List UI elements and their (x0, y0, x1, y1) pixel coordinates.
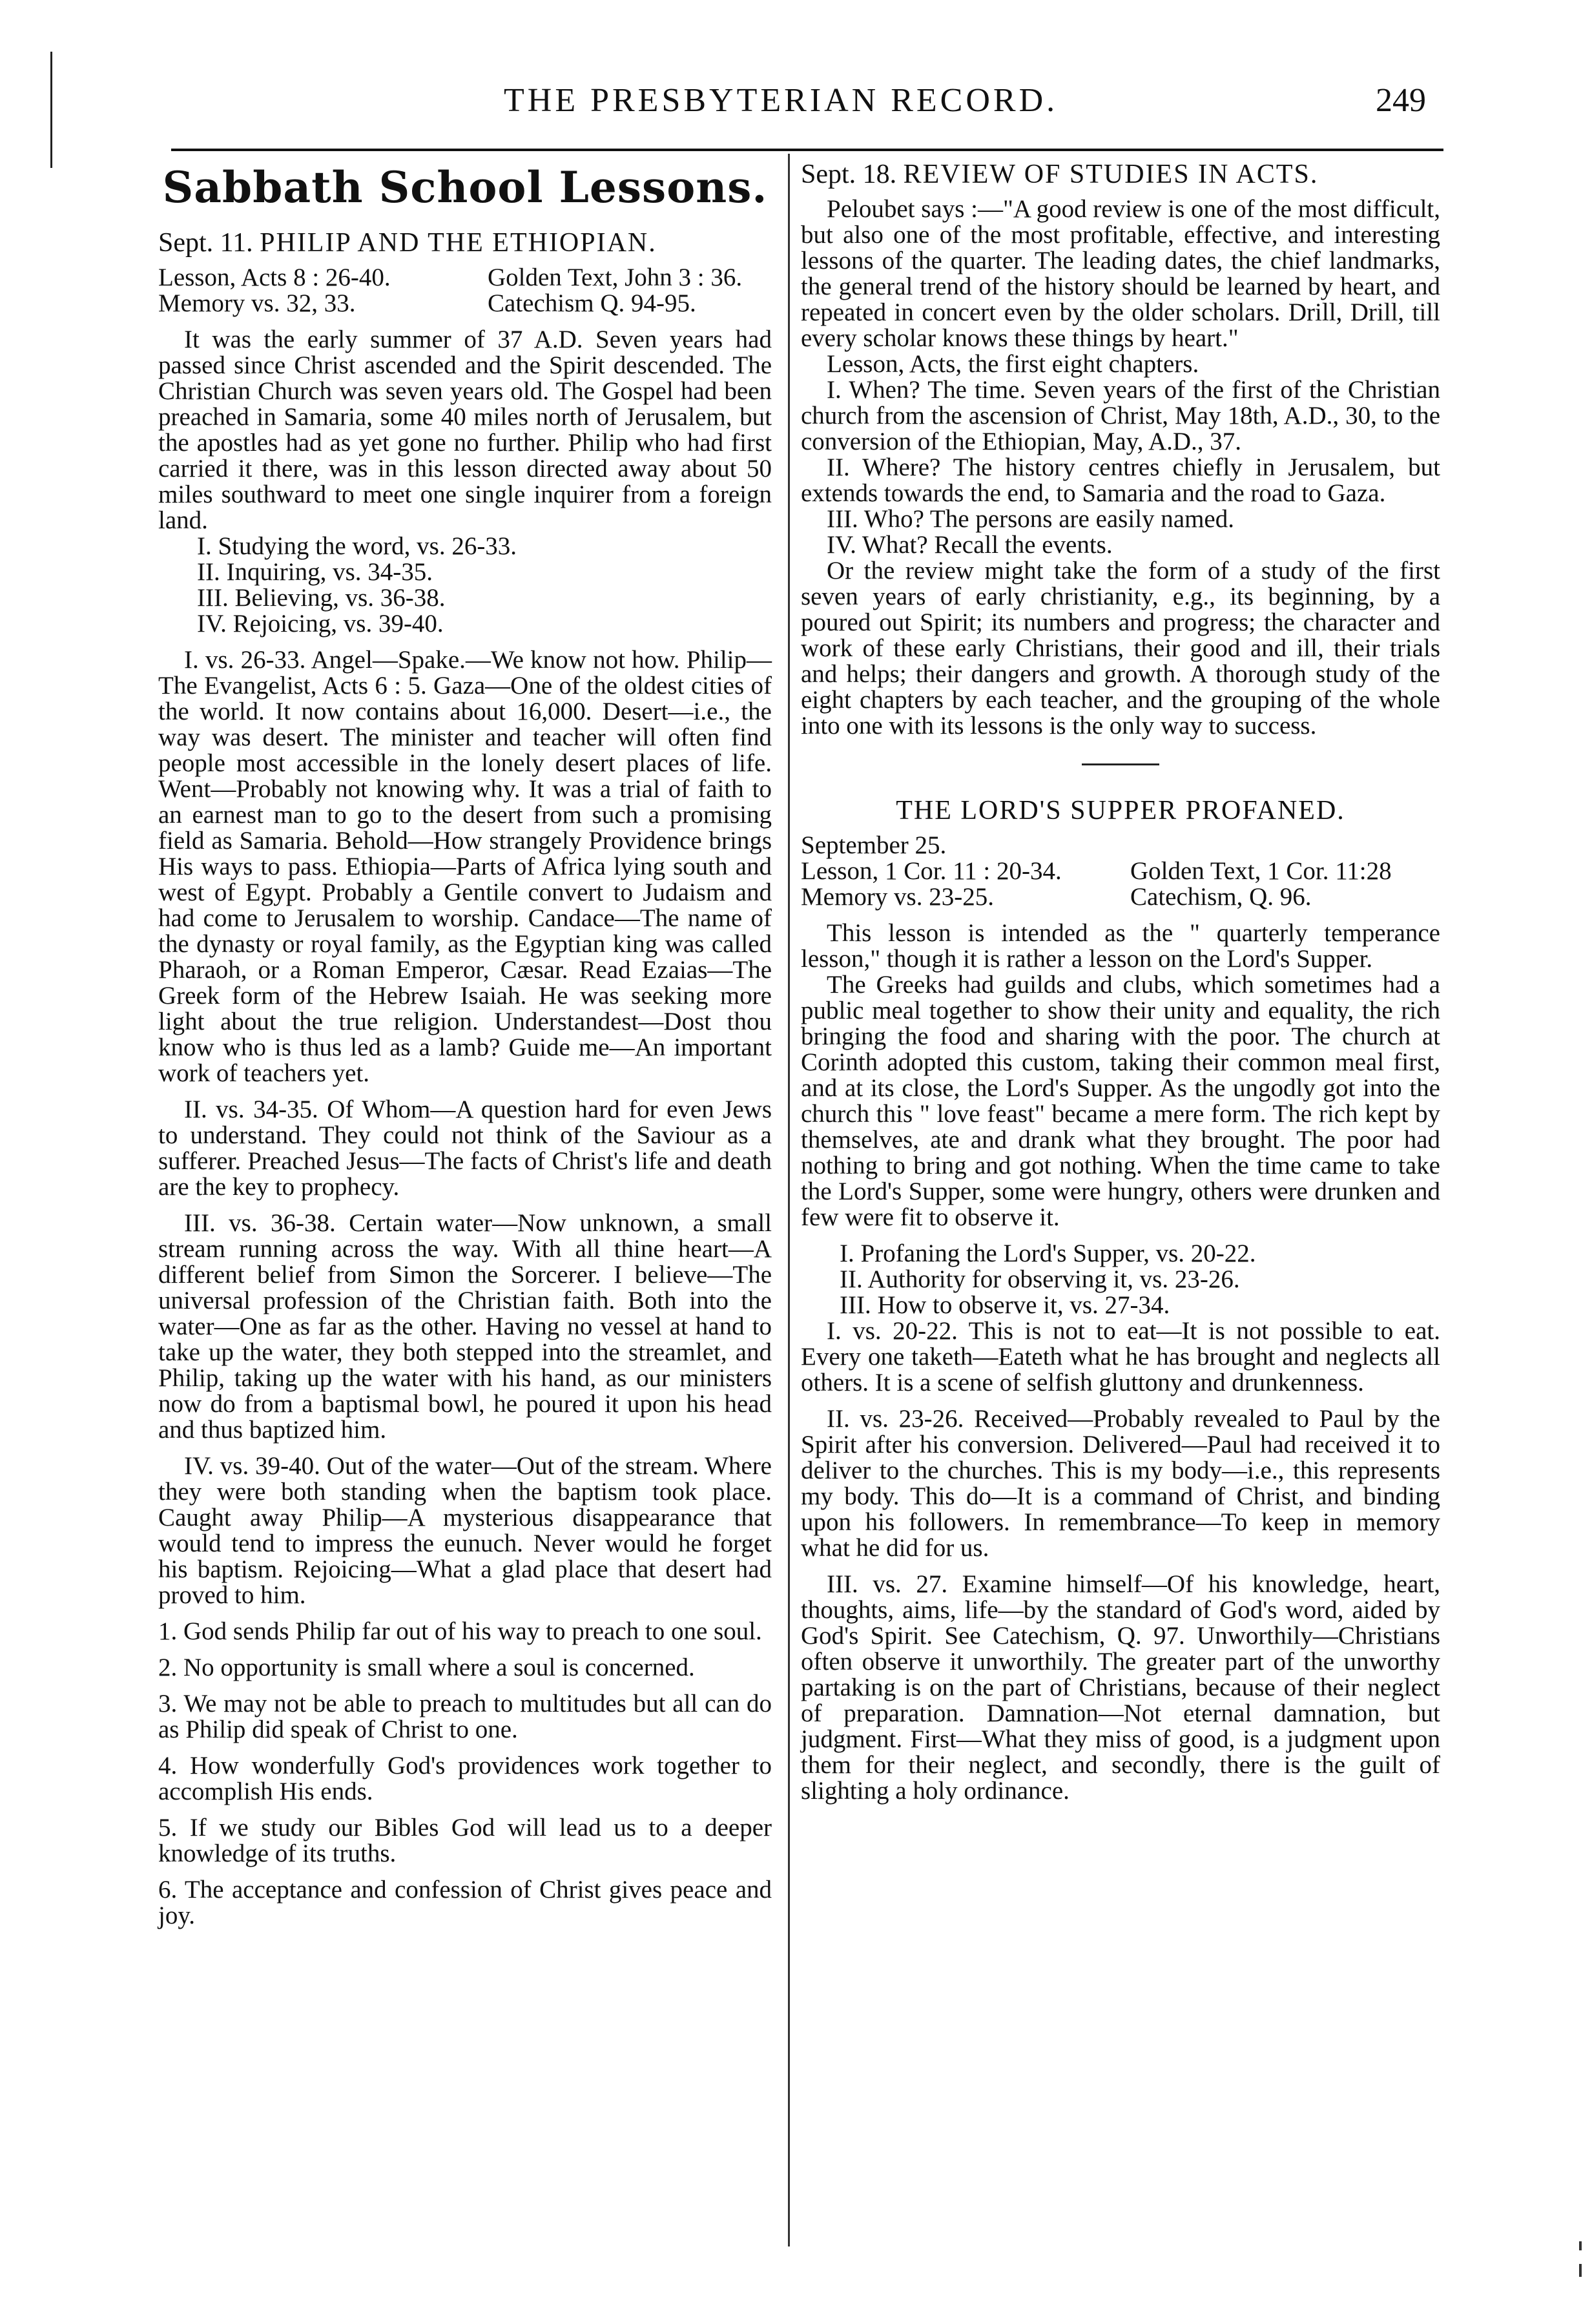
page-header (0, 78, 1592, 129)
margin-mark (1579, 2264, 1582, 2277)
review-point: III. Who? The persons are easily named. (827, 505, 1234, 533)
review-lesson-ref: Lesson, Acts, the first eight chapters. (827, 350, 1199, 378)
golden-text: Golden Text, 1 Cor. 11:28 (1130, 857, 1392, 885)
golden-text: Golden Text, John 3 : 36. (488, 264, 743, 291)
lesson-title: REVIEW OF STUDIES IN ACTS. (903, 160, 1319, 189)
review-point: I. When? The time. Seven years of the first of the Christian church from the ascension of Christ, May 18th, A.D., 30, to the conversion of the Ethiopian, May, A.D., 37. (801, 376, 1440, 455)
review-point: IV. What? Recall the events. (827, 531, 1113, 559)
note-paragraph: IV. vs. 39-40. Out of the water—Out of the stream. Where they were both standing when the baptism took place. Caught away Philip—A mysterious disappearance that would tend to impress the eunuch. Never would he forget his baptism. Rejoicing—What a glad place that desert had proved to him. (158, 1452, 772, 1609)
margin-mark (1579, 2241, 1582, 2250)
lesson-meta-row (158, 265, 772, 291)
note-paragraph: I. vs. 26-33. Angel—Spake.—We know not how. Philip—The Evangelist, Acts 6 : 5. Gaza—One of the oldest cities of the world. It now contains about 16,000. Desert—i.e., the way was desert. The minister and teacher will often find people most accessible in the lonely desert places of life. Went—Probably not knowing why. It was a trial of faith to an earnest man to go to the desert from such a promising field as Samaria. Behold—How strangely Providence brings His ways to pass. Ethiopia—Parts of Africa lying south and west of Egypt. Probably a Gentile convert to Judaism and had come to Jerusalem to worship. Candace—The name of the dynasty or royal family, as the Egyptian king was called Pharaoh, or a Roman Emperor, Cæsar. Read Ezaias—The Greek form of the Hebrew Isaiah. He was seeking more light about the true religion. Understandest—Dost thou know who is thus led as a lamb? Guide me—An important work of teachers yet. (158, 646, 772, 1087)
left-column (158, 161, 772, 1929)
outline-item: III. How to observe it, vs. 27-34. (840, 1291, 1170, 1319)
lesson-point: 1. God sends Philip far out of his way to preach to one soul. (158, 1617, 762, 1645)
outline-item: I. Profaning the Lord's Supper, vs. 20-22. (840, 1240, 1256, 1267)
review-intro: Peloubet says :—"A good review is one of the most difficult, but also one of the most profitable, effective, and interesting lessons of the quarter. The leading dates, the chief landmarks, the general trend of the history should be learned by heart, and repeated in concert even by the older scholars. Drill, Drill, till every scholar knows these things by heart." (801, 195, 1440, 352)
right-column (801, 161, 1440, 1804)
lesson-point: 4. How wonderfully God's providences work together to accomplish His ends. (158, 1752, 772, 1805)
outline-item: II. Inquiring, vs. 34-35. (197, 558, 433, 586)
lesson-meta-row (801, 858, 1440, 884)
lesson-point: 5. If we study our Bibles God will lead us to a deeper knowledge of its truths. (158, 1814, 772, 1867)
lesson-heading-philip (158, 230, 772, 256)
supper-note: I. vs. 20-22. This is not to eat—It is not possible to eat. Every one taketh—Eateth what he has brought and neglects all others. It is a scene of selfish gluttony and drunkenness. (801, 1317, 1440, 1396)
lesson-point: 6. The acceptance and confession of Christ gives peace and joy. (158, 1876, 772, 1929)
memory-verses: Memory vs. 23-25. (801, 883, 994, 911)
lesson-point: 3. We may not be able to preach to multitudes but all can do as Philip did speak of Christ to one. (158, 1690, 772, 1743)
outline-item: IV. Rejoicing, vs. 39-40. (197, 610, 444, 638)
intro-paragraph: It was the early summer of 37 A.D. Seven years had passed since Christ ascended and the Spirit descended. The Christian Church was seven years old. The Gospel had been preached in Samaria, some 40 miles north of Jerusalem, but the apostles had as yet gone no further. Philip who had first carried it there, was in this lesson directed away about 50 miles southward to meet one single inquirer from a foreign land. (158, 326, 772, 534)
note-paragraph: III. vs. 36-38. Certain water—Now unknown, a small stream running across the way. With all thine heart—A different belief from Simon the Sorcerer. I believe—The universal profession of the Christian faith. Both into the water—One as far as the other. Having no vessel at hand to take up the water, they both stepped into the streamlet, and Philip, taking up the water with his hand, as our ministers now do from a baptismal bowl, he poured it upon his head and thus baptized him. (158, 1209, 772, 1444)
lesson-outline (158, 534, 772, 637)
outline-item: II. Authority for observing it, vs. 23-26. (840, 1265, 1240, 1293)
lessons-list (158, 1619, 772, 1929)
running-title: THE PRESBYTERIAN RECORD. (504, 82, 1059, 119)
lesson-reference: Lesson, 1 Cor. 11 : 20-34. (801, 857, 1062, 885)
lesson-point: 2. No opportunity is small where a soul is concerned. (158, 1654, 695, 1681)
lesson-meta-row (801, 884, 1440, 910)
catechism: Catechism Q. 94-95. (488, 289, 696, 317)
catechism: Catechism, Q. 96. (1130, 883, 1312, 911)
supper-intro: This lesson is intended as the " quarterly temperance lesson," though it is rather a lesson on the Lord's Supper. (801, 919, 1440, 973)
supper-note: III. vs. 27. Examine himself—Of his knowledge, heart, thoughts, aims, life—by the standard of God's word, aided by God's Spirit. See Catechism, Q. 97. Unworthily—Christians often observe it unworthily. The greater part of the unworthy partaking is on the part of Christians, because of their neglect of preparation. Damnation—Not eternal damnation, but judgment. First—What they miss of good, is a judgment upon them for their neglect, and secondly, there is the guilt of slighting a holy ordinance. (801, 1570, 1440, 1805)
lesson-title-supper: THE LORD'S SUPPER PROFANED. (896, 796, 1345, 825)
lesson-date: Sept. 11. (158, 228, 253, 258)
page-number: 249 (1376, 82, 1426, 119)
supper-outline (801, 1241, 1440, 1318)
lesson-date: September 25. (801, 831, 947, 859)
review-closing: Or the review might take the form of a study of the first seven years of early christianity, e.g., its beginning, by a poured out Spirit; its numbers and progress; the character and work of these early Christians, their good and ill, their trials and helps; their dangers and growth. A thorough study of the eight chapters by each teacher, and the grouping of the whole into one with its lessons is the only way to success. (801, 557, 1440, 740)
lesson-title: PHILIP AND THE ETHIOPIAN. (260, 228, 657, 258)
memory-verses: Memory vs. 32, 33. (158, 289, 356, 317)
outline-item: III. Believing, vs. 36-38. (197, 584, 446, 612)
section-title: Sabbath School Lessons. (162, 162, 768, 213)
header-rule (171, 149, 1443, 151)
lesson-reference: Lesson, Acts 8 : 26-40. (158, 264, 391, 291)
note-paragraph: II. vs. 34-35. Of Whom—A question hard for even Jews to understand. They could not think of the Saviour as a sufferer. Preached Jesus—The facts of Christ's life and death are the key to prophecy. (158, 1095, 772, 1201)
column-divider (788, 154, 790, 2246)
lesson-date: Sept. 18. (801, 160, 897, 189)
section-divider (1082, 763, 1159, 765)
review-point: II. Where? The history centres chiefly in Jerusalem, but extends towards the end, to Samaria and the road to Gaza. (801, 453, 1440, 507)
supper-body: The Greeks had guilds and clubs, which sometimes had a public meal together to show their unity and equality, the rich bringing the food and sharing with the poor. The church at Corinth adopted this custom, taking their common meal first, and at its close, the Lord's Supper. As the ungodly got into the church this " love feast" became a mere form. The rich kept by themselves, ate and drank what they brought. The poor had nothing to bring and got nothing. When the time came to take the Lord's Supper, some were hungry, others were drunken and few were fit to observe it. (801, 971, 1440, 1231)
lesson-meta-row (158, 291, 772, 316)
supper-note: II. vs. 23-26. Received—Probably revealed to Paul by the Spirit after his conversion. Delivered—Paul had received it to deliver to the churches. This is my body—i.e., this represents my body. This do—It is a command of Christ, and binding upon his followers. In remembrance—To keep in memory what he did for us. (801, 1405, 1440, 1562)
lesson-heading-review (801, 161, 1440, 187)
outline-item: I. Studying the word, vs. 26-33. (197, 532, 517, 560)
